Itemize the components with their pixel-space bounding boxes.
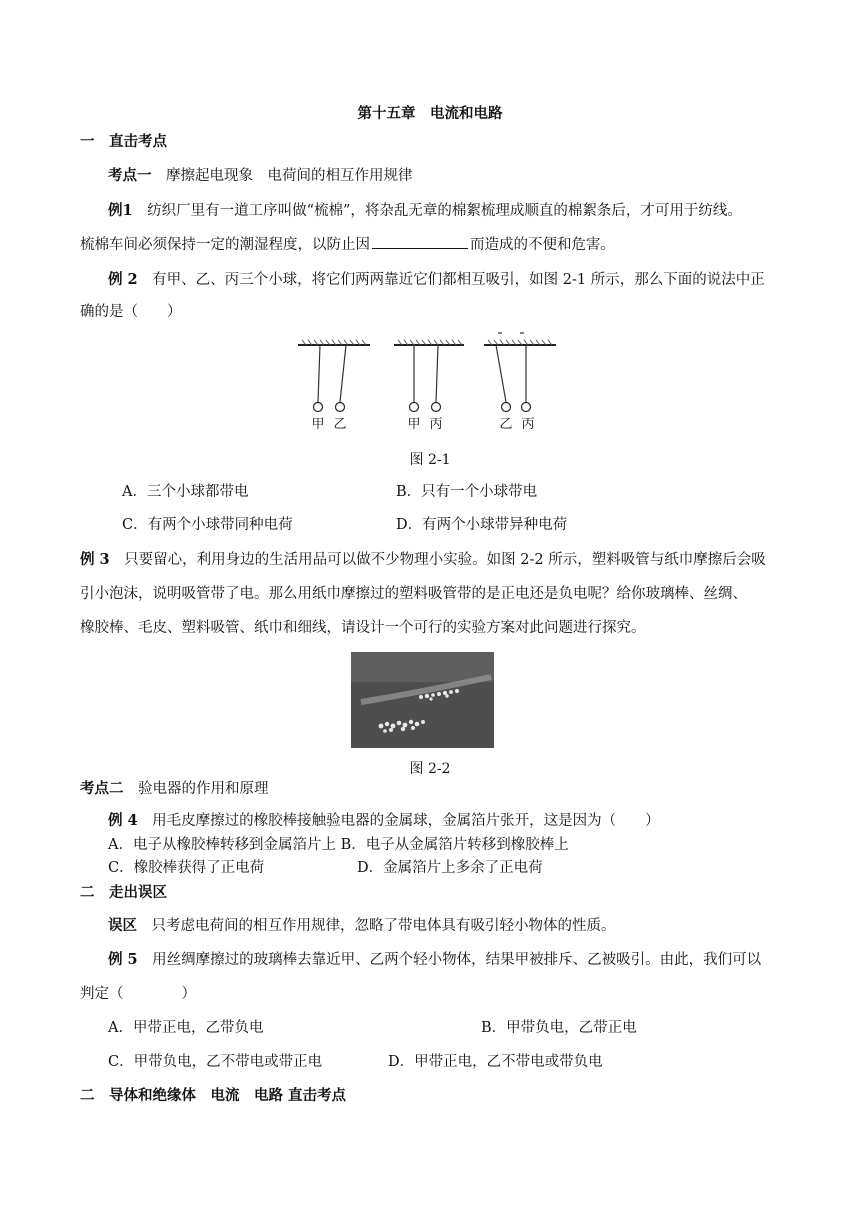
- example-4-option-d: D．金属箔片上多余了正电荷: [357, 860, 543, 876]
- example-5-text-1: 用丝绸摩擦过的玻璃棒去靠近甲、乙两个轻小物体，结果甲被排斥、乙被吸引。由此，我们可以: [152, 952, 762, 968]
- example-3-text-1: 只要留心，利用身边的生活用品可以做不少物理小实验。如图 2-2 所示，塑料吸管与纸巾摩擦后会吸: [124, 552, 766, 568]
- ball-label: 甲: [407, 417, 421, 430]
- example-2-line-1: [108, 270, 765, 290]
- section-heading-1: 一 直击考点: [80, 133, 167, 150]
- example-5-line-2: 判定（ ）: [80, 986, 196, 1002]
- example-3-label: 例 3: [80, 551, 110, 568]
- example-5-option-c: C．甲带负电，乙不带电或带正电: [108, 1054, 323, 1070]
- example-5-option-b: B．甲带负电，乙带正电: [481, 1020, 637, 1036]
- example-5-line-1: [108, 950, 761, 970]
- figure-pair-2: [394, 340, 464, 412]
- example-1-line-1: [108, 201, 742, 221]
- example-4-line-1: [108, 811, 660, 831]
- example-4-text-1: 用毛皮摩擦过的橡胶棒接触验电器的金属球，金属箔片张开，这是因为（ ）: [152, 813, 660, 829]
- figure-2-2-caption: 图 2-2: [409, 761, 451, 777]
- fill-in-blank: [372, 234, 468, 249]
- example-3-line-3: 橡胶棒、毛皮、塑料吸管、纸巾和细线，请设计一个可行的实验方案对此问题进行探究。: [80, 620, 646, 636]
- example-1-text-2b: 而造成的不便和危害。: [470, 237, 615, 253]
- misconception: [108, 916, 616, 936]
- point-2-label: 考点二: [80, 780, 124, 797]
- example-4-options-ab: A．电子从橡胶棒转移到金属箔片上 B．电子从金属箔片转移到橡胶棒上: [108, 837, 569, 853]
- section-heading-3: 二 导体和绝缘体 电流 电路 直击考点: [80, 1087, 347, 1104]
- figure-pair-3: [484, 333, 556, 412]
- chapter-title: 第十五章 电流和电路: [357, 105, 503, 122]
- point-1-text: 摩擦起电现象 电荷间的相互作用规律: [166, 168, 413, 184]
- example-4-option-c: C．橡胶棒获得了正电荷: [108, 860, 265, 876]
- ball-label: 丙: [521, 417, 535, 430]
- section-heading-2: 二 走出误区: [80, 884, 167, 901]
- ball-label: 乙: [333, 417, 347, 430]
- option-b: B．只有一个小球带电: [396, 484, 538, 500]
- example-1-text-2a: 梳棉车间必须保持一定的潮湿程度，以防止因: [80, 237, 370, 253]
- example-2-text-1: 有甲、乙、丙三个小球，将它们两两靠近它们都相互吸引，如图 2-1 所示，那么下面的说法中正: [152, 272, 765, 288]
- example-5-option-a: A．甲带正电，乙带负电: [108, 1020, 264, 1036]
- misconception-text: 只考虑电荷间的相互作用规律，忽略了带电体具有吸引轻小物体的性质。: [151, 918, 616, 934]
- example-2-label: 例 2: [108, 271, 138, 288]
- example-3-line-1: [80, 550, 766, 570]
- point-2-text: 验电器的作用和原理: [138, 781, 269, 797]
- example-1-label: 例1: [108, 202, 133, 219]
- point-1-label: 考点一: [108, 167, 152, 184]
- ball-label: 乙: [499, 417, 513, 430]
- example-5-option-d: D．甲带正电，乙不带电或带负电: [388, 1054, 603, 1070]
- example-1-line-2: [80, 234, 615, 255]
- figure-2-1-caption: 图 2-1: [409, 452, 451, 468]
- point-1: [108, 166, 413, 186]
- misconception-label: 误区: [108, 917, 137, 934]
- example-4-label: 例 4: [108, 812, 138, 829]
- example-1-text-1: 纺织厂里有一道工序叫做“梳棉”，将杂乱无章的棉絮梳理成顺直的棉絮条后，才可用于纺线。: [147, 203, 742, 219]
- figure-pair-1: [298, 340, 370, 412]
- example-5-label: 例 5: [108, 951, 138, 968]
- figure-2-2-photo: [351, 652, 494, 748]
- ball-label: 丙: [429, 417, 443, 430]
- option-c: C．有两个小球带同种电荷: [122, 517, 293, 533]
- option-a: A．三个小球都带电: [122, 484, 249, 500]
- point-2: [80, 779, 269, 799]
- option-d: D．有两个小球带异种电荷: [396, 517, 568, 533]
- ball-label: 甲: [311, 417, 325, 430]
- example-3-line-2: 引小泡沫，说明吸管带了电。那么用纸巾摩擦过的塑料吸管带的是正电还是负电呢？给你玻璃棒、丝绸、: [80, 586, 747, 602]
- example-2-line-2: 确的是（ ）: [80, 304, 182, 320]
- figure-2-1: [290, 330, 570, 430]
